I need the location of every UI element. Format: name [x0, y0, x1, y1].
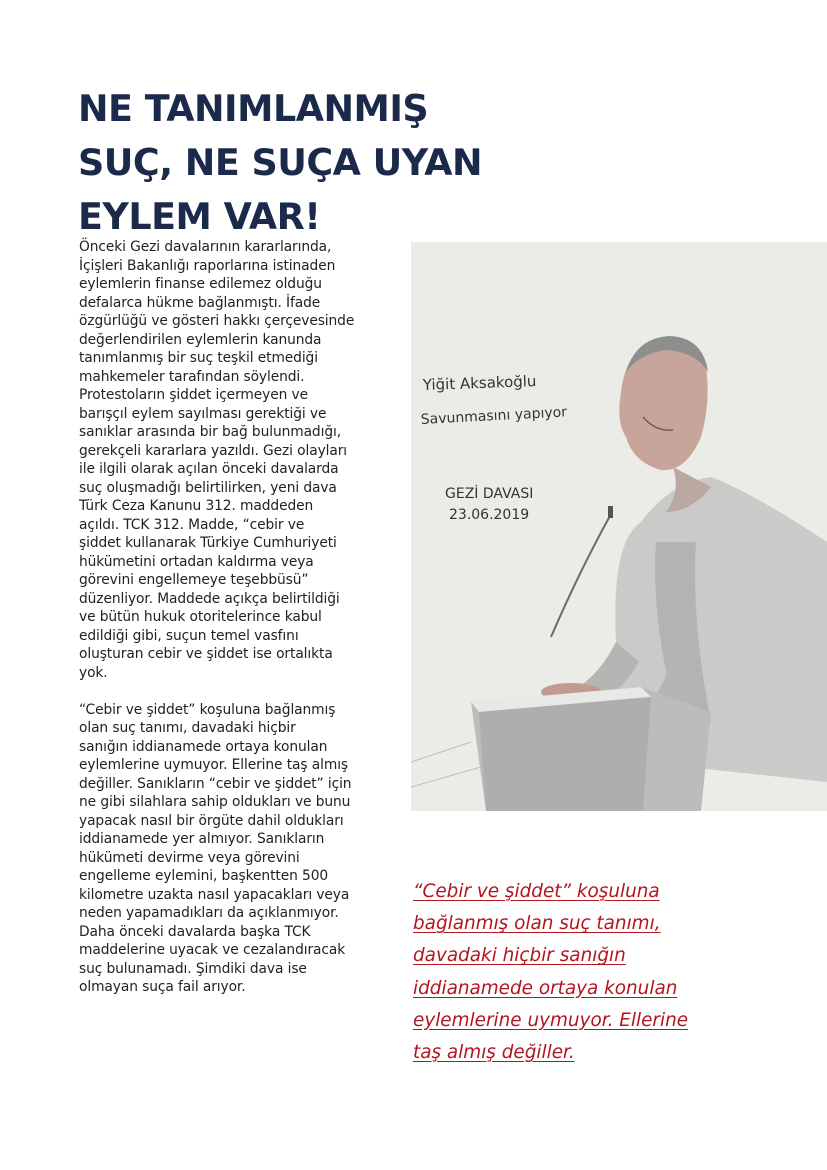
text-line: hükümetini ortadan kaldırma veya — [79, 553, 314, 570]
sketch-caption-action: Savunmasını yapıyor — [420, 404, 568, 428]
text-line: açıldı. TCK 312. Madde, “cebir ve — [79, 516, 305, 533]
text-line: Önceki Gezi davalarının kararlarında, — [79, 239, 332, 255]
text-line: sanığın iddianamede ortaya konulan — [79, 738, 328, 755]
text-line: değiller. Sanıkların “cebir ve şiddet” için — [79, 775, 352, 792]
text-line: olmayan suça fail arıyor. — [79, 979, 246, 995]
text-line: barışçıl eylem sayılması gerektiği ve — [79, 405, 327, 422]
sketch-caption-case: GEZİ DAVASI — [445, 486, 534, 502]
text-line: “Cebir ve şiddet” koşuluna bağlanmış — [79, 701, 336, 718]
title-line: SUÇ, NE SUÇA UYAN — [78, 141, 483, 184]
text-line: Türk Ceza Kanunu 312. maddeden — [79, 498, 314, 514]
text-line: ve bütün hukuk otoritelerince kabul — [79, 609, 322, 625]
text-line: eylemlerin finanse edilemez olduğu — [79, 276, 322, 292]
text-line: oluşturan cebir ve şiddet ise ortalıkta — [79, 646, 333, 662]
text-line: düzenliyor. Maddede açıkça belirtildiği — [79, 590, 340, 607]
courtroom-sketch — [411, 242, 827, 811]
text-line: Protestoların şiddet içermeyen ve — [79, 387, 308, 403]
text-line: İçişleri Bakanlığı raporlarına istinaden — [79, 257, 336, 274]
text-line: yok. — [79, 664, 108, 681]
text-line: hükümeti devirme veya görevini — [79, 849, 300, 866]
text-line: değerlendirilen eylemlerin kanunda — [79, 331, 322, 348]
text-line: yapacak nasıl bir örgüte dahil oldukları — [79, 812, 344, 829]
quote-line: bağlanmış olan suç tanımı, — [413, 913, 661, 935]
text-line: özgürlüğü ve gösteri hakkı çerçevesinde — [79, 313, 355, 329]
paragraph-2 — [79, 701, 399, 997]
text-line: engelleme eylemini, başkentten 500 — [79, 868, 329, 884]
body-text-column — [79, 238, 399, 997]
sketch-caption-name: Yiğit Aksakoğlu — [422, 372, 537, 394]
text-line: suç oluşmadığı belirtilirken, yeni dava — [79, 479, 337, 496]
text-line: görevini engellemeye teşebbüsü” — [79, 572, 309, 588]
quote-line: taş almış değiller. — [413, 1042, 575, 1064]
sketch-caption-date: 23.06.2019 — [449, 507, 530, 523]
text-line: suç bulunamadı. Şimdiki dava ise — [79, 960, 307, 977]
quote-line: eylemlerine uymuyor. Ellerine — [413, 1009, 689, 1031]
text-line: tanımlanmış bir suç teşkil etmediği — [79, 350, 318, 366]
quote-line: iddianamede ortaya konulan — [413, 977, 678, 999]
text-line: sanıklar arasında bir bağ bulunmadığı, — [79, 424, 341, 440]
text-line: ile ilgili olarak açılan önceki davalarda — [79, 461, 339, 477]
text-line: neden yapamadıkları da açıklanmıyor. — [79, 905, 339, 921]
text-line: şiddet kullanarak Türkiye Cumhuriyeti — [79, 535, 337, 551]
text-line: edildiği gibi, suçun temel vasfını — [79, 627, 299, 644]
title-line: NE TANIMLANMIŞ — [78, 87, 429, 130]
text-line: ne gibi silahlara sahip oldukları ve bunu — [79, 794, 351, 810]
quote-line: davadaki hiçbir sanığın — [413, 945, 626, 967]
text-line: defalarca hükme bağlanmıştı. İfade — [79, 294, 321, 311]
text-line: Daha önceki davalarda başka TCK — [79, 923, 311, 940]
title-line: EYLEM VAR! — [78, 195, 321, 238]
text-line: maddelerine uyacak ve cezalandıracak — [79, 942, 346, 958]
text-line: gerekçeli kararlara yazıldı. Gezi olayları — [79, 442, 348, 459]
text-line: mahkemeler tarafından söylendi. — [79, 368, 305, 385]
quote-line: “Cebir ve şiddet” koşuluna — [413, 881, 660, 902]
text-line: kilometre uzakta nasıl yapacakları veya — [79, 886, 350, 903]
text-line: eylemlerine uymuyor. Ellerine taş almış — [79, 757, 349, 773]
paragraph-1 — [79, 238, 399, 682]
text-line: iddianamede yer almıyor. Sanıkların — [79, 831, 325, 847]
page-title — [78, 82, 548, 244]
text-line: olan suç tanımı, davadaki hiçbir — [79, 720, 296, 736]
pull-quote — [413, 876, 753, 1069]
